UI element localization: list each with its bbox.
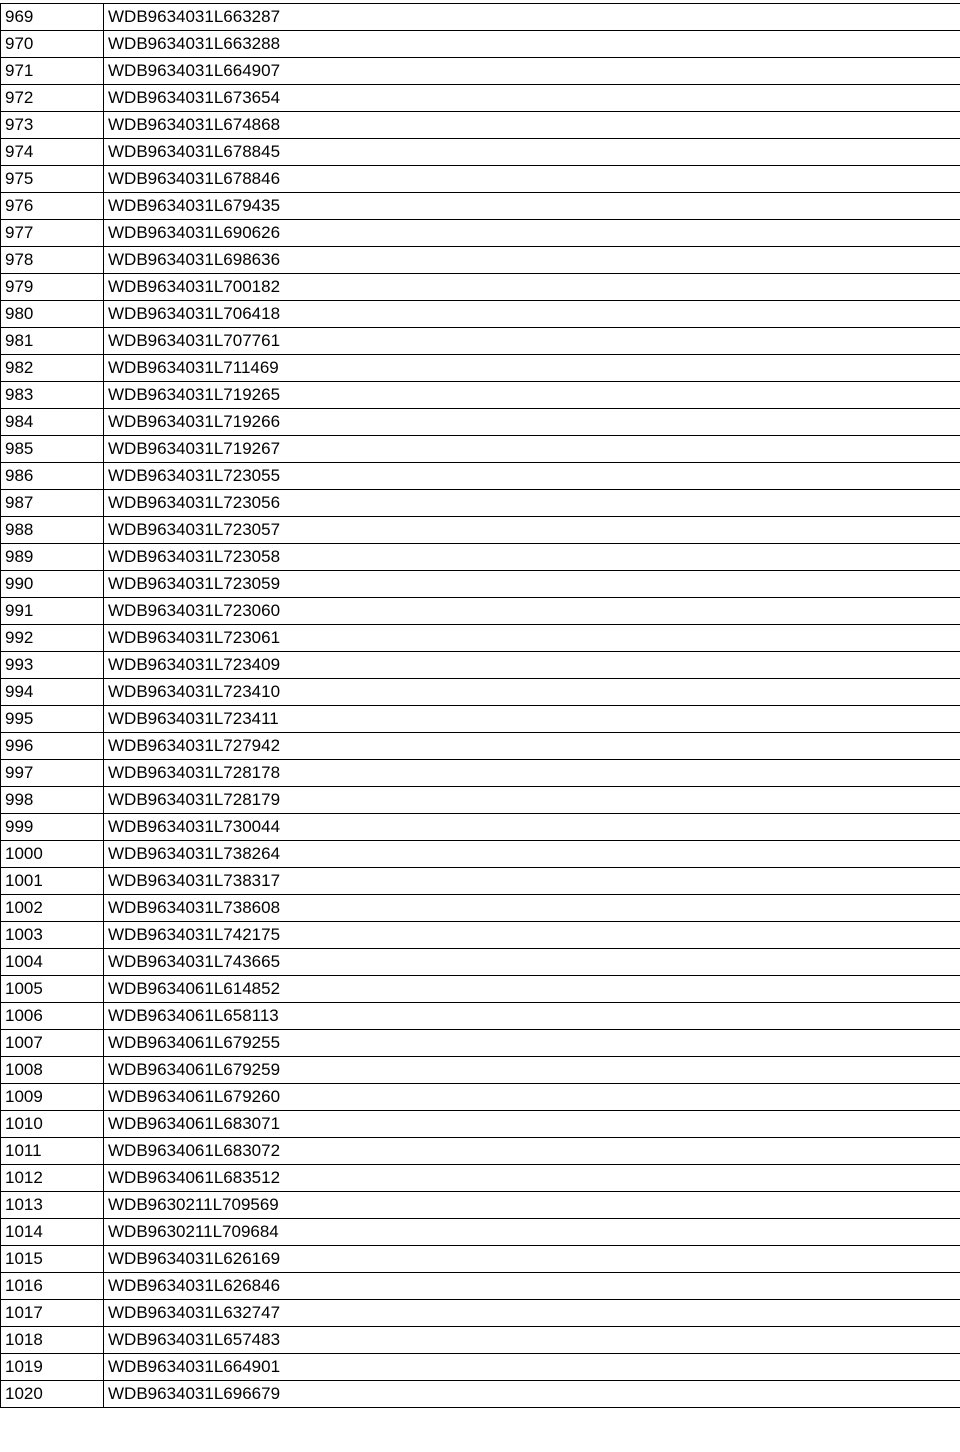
vin-cell: WDB9634031L723061 xyxy=(104,625,960,652)
table-row xyxy=(1,193,960,220)
vin-cell: WDB9634031L663288 xyxy=(104,31,960,58)
table-row xyxy=(1,490,960,517)
table-row xyxy=(1,571,960,598)
table-row xyxy=(1,598,960,625)
table-row xyxy=(1,706,960,733)
table-row xyxy=(1,544,960,571)
vin-cell: WDB9634061L683072 xyxy=(104,1138,960,1165)
table-row xyxy=(1,382,960,409)
table-row xyxy=(1,895,960,922)
row-number: 994 xyxy=(1,679,104,706)
vin-cell: WDB9634031L738264 xyxy=(104,841,960,868)
row-number: 985 xyxy=(1,436,104,463)
table-row xyxy=(1,409,960,436)
vin-cell: WDB9630211L709684 xyxy=(104,1219,960,1246)
table-row xyxy=(1,139,960,166)
vin-cell: WDB9634031L728178 xyxy=(104,760,960,787)
row-number: 1014 xyxy=(1,1219,104,1246)
table-row xyxy=(1,868,960,895)
row-number: 993 xyxy=(1,652,104,679)
vin-cell: WDB9634031L626169 xyxy=(104,1246,960,1273)
row-number: 990 xyxy=(1,571,104,598)
vin-cell: WDB9634031L738317 xyxy=(104,868,960,895)
table-row xyxy=(1,1057,960,1084)
row-number: 980 xyxy=(1,301,104,328)
table-row xyxy=(1,328,960,355)
row-number: 1003 xyxy=(1,922,104,949)
row-number: 1009 xyxy=(1,1084,104,1111)
table-row xyxy=(1,1381,960,1408)
vin-cell: WDB9634031L690626 xyxy=(104,220,960,247)
vin-cell: WDB9634031L723060 xyxy=(104,598,960,625)
table-row xyxy=(1,301,960,328)
vin-cell: WDB9634031L626846 xyxy=(104,1273,960,1300)
vin-cell: WDB9634031L723058 xyxy=(104,544,960,571)
vin-cell: WDB9634031L706418 xyxy=(104,301,960,328)
table-row xyxy=(1,436,960,463)
table-row xyxy=(1,1003,960,1030)
row-number: 1013 xyxy=(1,1192,104,1219)
vin-cell: WDB9634031L730044 xyxy=(104,814,960,841)
vin-cell: WDB9634031L727942 xyxy=(104,733,960,760)
row-number: 978 xyxy=(1,247,104,274)
vin-cell: WDB9634031L723056 xyxy=(104,490,960,517)
table-row xyxy=(1,922,960,949)
vin-cell: WDB9634031L674868 xyxy=(104,112,960,139)
vin-cell: WDB9634061L614852 xyxy=(104,976,960,1003)
table-row xyxy=(1,1354,960,1381)
table-row xyxy=(1,760,960,787)
row-number: 992 xyxy=(1,625,104,652)
vin-cell: WDB9634031L678845 xyxy=(104,139,960,166)
vin-cell: WDB9630211L709569 xyxy=(104,1192,960,1219)
vin-cell: WDB9634031L743665 xyxy=(104,949,960,976)
vin-table xyxy=(0,3,960,1408)
row-number: 974 xyxy=(1,139,104,166)
row-number: 970 xyxy=(1,31,104,58)
row-number: 995 xyxy=(1,706,104,733)
row-number: 982 xyxy=(1,355,104,382)
row-number: 1006 xyxy=(1,1003,104,1030)
vin-cell: WDB9634031L711469 xyxy=(104,355,960,382)
vin-cell: WDB9634061L683512 xyxy=(104,1165,960,1192)
row-number: 998 xyxy=(1,787,104,814)
table-row xyxy=(1,1138,960,1165)
table-row xyxy=(1,166,960,193)
row-number: 1000 xyxy=(1,841,104,868)
row-number: 1011 xyxy=(1,1138,104,1165)
vin-table-body xyxy=(1,4,960,1408)
row-number: 984 xyxy=(1,409,104,436)
row-number: 986 xyxy=(1,463,104,490)
table-row xyxy=(1,1111,960,1138)
vin-cell: WDB9634061L683071 xyxy=(104,1111,960,1138)
table-row xyxy=(1,814,960,841)
vin-cell: WDB9634031L728179 xyxy=(104,787,960,814)
table-row xyxy=(1,1273,960,1300)
row-number: 1005 xyxy=(1,976,104,1003)
row-number: 983 xyxy=(1,382,104,409)
row-number: 1002 xyxy=(1,895,104,922)
vin-cell: WDB9634031L696679 xyxy=(104,1381,960,1408)
row-number: 973 xyxy=(1,112,104,139)
row-number: 975 xyxy=(1,166,104,193)
vin-cell: WDB9634031L698636 xyxy=(104,247,960,274)
table-row xyxy=(1,58,960,85)
row-number: 969 xyxy=(1,4,104,31)
table-row xyxy=(1,652,960,679)
row-number: 996 xyxy=(1,733,104,760)
vin-cell: WDB9634061L679259 xyxy=(104,1057,960,1084)
table-row xyxy=(1,85,960,112)
vin-cell: WDB9634031L673654 xyxy=(104,85,960,112)
row-number: 991 xyxy=(1,598,104,625)
vin-cell: WDB9634061L658113 xyxy=(104,1003,960,1030)
vin-cell: WDB9634031L657483 xyxy=(104,1327,960,1354)
row-number: 979 xyxy=(1,274,104,301)
table-row xyxy=(1,787,960,814)
row-number: 1008 xyxy=(1,1057,104,1084)
row-number: 999 xyxy=(1,814,104,841)
vin-cell: WDB9634031L663287 xyxy=(104,4,960,31)
row-number: 1017 xyxy=(1,1300,104,1327)
row-number: 1018 xyxy=(1,1327,104,1354)
row-number: 987 xyxy=(1,490,104,517)
table-row xyxy=(1,679,960,706)
row-number: 988 xyxy=(1,517,104,544)
vin-cell: WDB9634031L719267 xyxy=(104,436,960,463)
row-number: 1012 xyxy=(1,1165,104,1192)
row-number: 1007 xyxy=(1,1030,104,1057)
vin-cell: WDB9634031L742175 xyxy=(104,922,960,949)
table-row xyxy=(1,1327,960,1354)
vin-cell: WDB9634031L738608 xyxy=(104,895,960,922)
vin-cell: WDB9634031L719265 xyxy=(104,382,960,409)
vin-cell: WDB9634031L723059 xyxy=(104,571,960,598)
row-number: 1019 xyxy=(1,1354,104,1381)
table-row xyxy=(1,625,960,652)
row-number: 981 xyxy=(1,328,104,355)
row-number: 1010 xyxy=(1,1111,104,1138)
vin-cell: WDB9634031L723409 xyxy=(104,652,960,679)
table-row xyxy=(1,355,960,382)
table-row xyxy=(1,112,960,139)
vin-cell: WDB9634031L723055 xyxy=(104,463,960,490)
vin-cell: WDB9634031L632747 xyxy=(104,1300,960,1327)
row-number: 989 xyxy=(1,544,104,571)
row-number: 971 xyxy=(1,58,104,85)
row-number: 1015 xyxy=(1,1246,104,1273)
table-row xyxy=(1,1246,960,1273)
vin-cell: WDB9634061L679255 xyxy=(104,1030,960,1057)
row-number: 976 xyxy=(1,193,104,220)
row-number: 977 xyxy=(1,220,104,247)
vin-cell: WDB9634031L723411 xyxy=(104,706,960,733)
vin-cell: WDB9634031L723410 xyxy=(104,679,960,706)
table-row xyxy=(1,1192,960,1219)
table-row xyxy=(1,1165,960,1192)
vin-cell: WDB9634031L707761 xyxy=(104,328,960,355)
table-row xyxy=(1,1219,960,1246)
row-number: 1004 xyxy=(1,949,104,976)
vin-cell: WDB9634031L719266 xyxy=(104,409,960,436)
row-number: 1020 xyxy=(1,1381,104,1408)
row-number: 997 xyxy=(1,760,104,787)
table-row xyxy=(1,274,960,301)
table-row xyxy=(1,1030,960,1057)
vin-cell: WDB9634031L700182 xyxy=(104,274,960,301)
vin-cell: WDB9634061L679260 xyxy=(104,1084,960,1111)
table-row xyxy=(1,247,960,274)
vin-cell: WDB9634031L678846 xyxy=(104,166,960,193)
table-row xyxy=(1,463,960,490)
vin-cell: WDB9634031L664907 xyxy=(104,58,960,85)
vin-cell: WDB9634031L664901 xyxy=(104,1354,960,1381)
table-row xyxy=(1,4,960,31)
table-row xyxy=(1,976,960,1003)
row-number: 972 xyxy=(1,85,104,112)
row-number: 1016 xyxy=(1,1273,104,1300)
table-row xyxy=(1,733,960,760)
table-row xyxy=(1,1300,960,1327)
table-row xyxy=(1,220,960,247)
table-row xyxy=(1,841,960,868)
table-row xyxy=(1,517,960,544)
vin-cell: WDB9634031L723057 xyxy=(104,517,960,544)
vin-cell: WDB9634031L679435 xyxy=(104,193,960,220)
table-row xyxy=(1,31,960,58)
row-number: 1001 xyxy=(1,868,104,895)
table-row xyxy=(1,949,960,976)
table-row xyxy=(1,1084,960,1111)
